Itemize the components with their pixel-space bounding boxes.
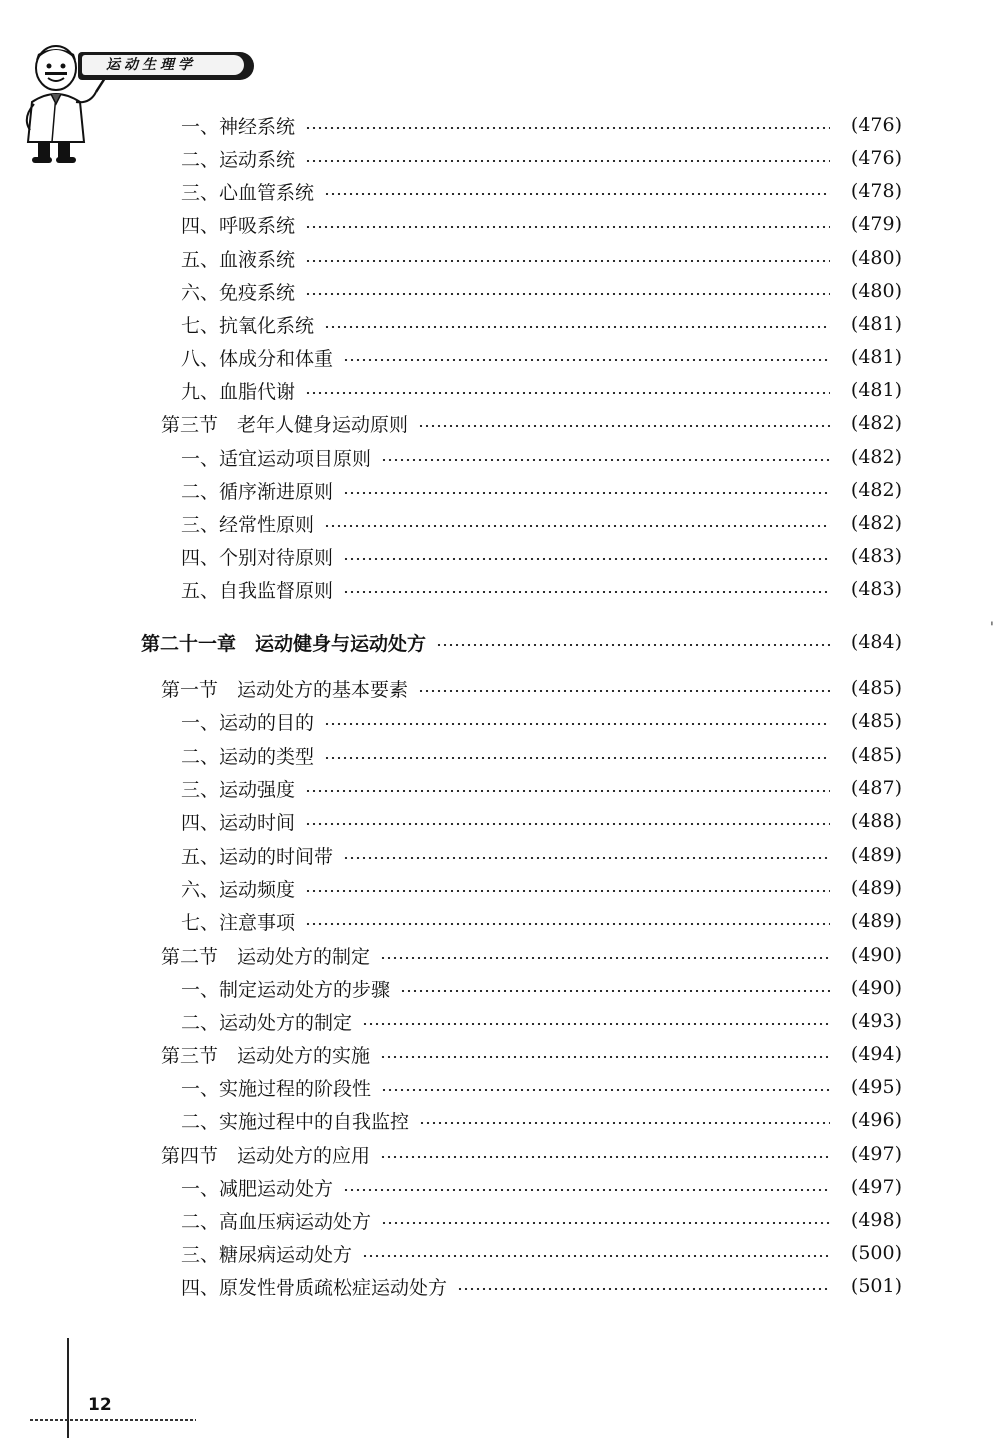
toc-page-number: (482) [850, 446, 902, 468]
toc-item-entry [181, 1072, 902, 1102]
toc-item-entry [181, 475, 902, 505]
toc-page-number: (476) [850, 147, 902, 169]
toc-page-number: (482) [850, 512, 902, 534]
toc-entry-title: 一、运动的目的 [181, 711, 315, 734]
toc-page-number: (490) [850, 977, 902, 999]
toc-chapter-entry [141, 627, 902, 657]
toc-section-entry [161, 673, 902, 703]
toc-dot-leader [362, 1255, 830, 1257]
toc-dot-leader [457, 1288, 830, 1290]
toc-item-entry [181, 906, 902, 936]
toc-entry-title: 一、制定运动处方的步骤 [181, 978, 391, 1001]
toc-page-number: (498) [850, 1209, 902, 1231]
toc-page-number: (497) [850, 1143, 902, 1165]
toc-dot-leader [343, 857, 830, 859]
toc-page-number: (487) [850, 777, 902, 799]
toc-dot-leader [419, 1122, 830, 1124]
toc-entry-title: 二、运动的类型 [181, 745, 315, 768]
toc-dot-leader [305, 823, 830, 825]
toc-item-entry [181, 740, 902, 770]
toc-dot-leader [305, 890, 830, 892]
toc-entry-title: 一、实施过程的阶段性 [181, 1077, 372, 1100]
toc-entry-title: 二、循序渐进原则 [181, 480, 334, 503]
toc-dot-leader [400, 990, 830, 992]
toc-dot-leader [343, 591, 830, 593]
toc-entry-title: 三、糖尿病运动处方 [181, 1243, 353, 1266]
stray-mark: ' [990, 620, 994, 636]
toc-page-number: (476) [850, 114, 902, 136]
toc-dot-leader [305, 392, 830, 394]
toc-page-number: (482) [850, 479, 902, 501]
toc-entry-title: 四、个别对待原则 [181, 546, 334, 569]
toc-dot-leader [381, 459, 830, 461]
toc-page-number: (478) [850, 180, 902, 202]
toc-page-number: (480) [850, 247, 902, 269]
toc-item-entry [181, 806, 902, 836]
toc-page-number: (483) [850, 578, 902, 600]
toc-dot-leader [324, 757, 830, 759]
toc-item-entry [181, 973, 902, 1003]
toc-page-number: (485) [850, 677, 902, 699]
toc-dot-leader [362, 1023, 830, 1025]
toc-dot-leader [305, 127, 830, 129]
toc-page-number: (489) [850, 877, 902, 899]
toc-entry-title: 第三节 老年人健身运动原则 [161, 413, 409, 436]
toc-page-number: (481) [850, 346, 902, 368]
toc-dot-leader [380, 1056, 830, 1058]
footer-rule-horizontal [30, 1419, 196, 1421]
toc-dot-leader [343, 359, 830, 361]
toc-page-number: (489) [850, 844, 902, 866]
toc-page-number: (489) [850, 910, 902, 932]
toc-entry-title: 第三节 运动处方的实施 [161, 1044, 371, 1067]
toc-dot-leader [381, 1222, 830, 1224]
toc-entry-title: 六、免疫系统 [181, 281, 296, 304]
toc-entry-title: 一、神经系统 [181, 115, 296, 138]
toc-entry-title: 五、血液系统 [181, 248, 296, 271]
toc-page-number: (501) [850, 1275, 902, 1297]
toc-entry-title: 五、运动的时间带 [181, 845, 334, 868]
toc-item-entry [181, 1105, 902, 1135]
toc-entry-title: 三、心血管系统 [181, 181, 315, 204]
toc-item-entry [181, 176, 902, 206]
toc-entry-title: 四、原发性骨质疏松症运动处方 [181, 1276, 448, 1299]
toc-page-number: (495) [850, 1076, 902, 1098]
toc-entry-title: 七、注意事项 [181, 911, 296, 934]
toc-item-entry [181, 1205, 902, 1235]
toc-dot-leader [305, 293, 830, 295]
toc-entry-title: 一、适宜运动项目原则 [181, 447, 372, 470]
toc-item-entry [181, 110, 902, 140]
footer-rule-vertical [67, 1338, 69, 1438]
toc-entry-title: 四、运动时间 [181, 811, 296, 834]
toc-dot-leader [305, 790, 830, 792]
toc-dot-leader [343, 558, 830, 560]
toc-dot-leader [324, 525, 830, 527]
toc-entry-title: 四、呼吸系统 [181, 214, 296, 237]
toc-dot-leader [343, 1189, 830, 1191]
toc-item-entry [181, 773, 902, 803]
toc-item-entry [181, 541, 902, 571]
toc-section-entry [161, 940, 902, 970]
toc-entry-title: 五、自我监督原则 [181, 579, 334, 602]
toc-dot-leader [305, 226, 830, 228]
toc-page-number: (483) [850, 545, 902, 567]
toc-entry-title: 一、减肥运动处方 [181, 1177, 334, 1200]
toc-item-entry [181, 873, 902, 903]
toc-entry-title: 第二十一章 运动健身与运动处方 [141, 632, 427, 655]
toc-entry-title: 第四节 运动处方的应用 [161, 1144, 371, 1167]
toc-page-number: (482) [850, 412, 902, 434]
toc-item-entry [181, 309, 902, 339]
toc-dot-leader [380, 957, 830, 959]
toc-entry-title: 二、高血压病运动处方 [181, 1210, 372, 1233]
toc-item-entry [181, 143, 902, 173]
toc-page-number: (488) [850, 810, 902, 832]
toc-dot-leader [324, 723, 830, 725]
toc-dot-leader [436, 644, 830, 646]
toc-dot-leader [305, 260, 830, 262]
toc-page-number: (500) [850, 1242, 902, 1264]
toc-page-number: (479) [850, 213, 902, 235]
toc-item-entry [181, 840, 902, 870]
toc-section-entry [161, 1039, 902, 1069]
toc-entry-title: 二、运动系统 [181, 148, 296, 171]
toc-page-number: (493) [850, 1010, 902, 1032]
toc-entry-title: 第一节 运动处方的基本要素 [161, 678, 409, 701]
toc-page-number: (485) [850, 710, 902, 732]
toc-page-number: (497) [850, 1176, 902, 1198]
header-title: 运动生理学 [82, 55, 244, 75]
toc-item-entry [181, 1238, 902, 1268]
toc-entry-title: 二、实施过程中的自我监控 [181, 1110, 410, 1133]
toc-page-number: (496) [850, 1109, 902, 1131]
toc-item-entry [181, 574, 902, 604]
toc-dot-leader [305, 160, 830, 162]
toc-item-entry [181, 706, 902, 736]
toc-item-entry [181, 276, 902, 306]
toc-entry-title: 九、血脂代谢 [181, 380, 296, 403]
toc-dot-leader [381, 1089, 830, 1091]
toc-item-entry [181, 442, 902, 472]
page-number: 12 [88, 1395, 112, 1415]
toc-dot-leader [305, 923, 830, 925]
toc-item-entry [181, 209, 902, 239]
toc-page-number: (485) [850, 744, 902, 766]
toc-dot-leader [418, 690, 830, 692]
toc-page-number: (481) [850, 313, 902, 335]
toc-entry-title: 六、运动频度 [181, 878, 296, 901]
toc-entry-title: 第二节 运动处方的制定 [161, 945, 371, 968]
toc-item-entry [181, 342, 902, 372]
toc-page-number: (494) [850, 1043, 902, 1065]
toc-item-entry [181, 1172, 902, 1202]
toc-item-entry [181, 1271, 902, 1301]
toc-item-entry [181, 375, 902, 405]
toc-dot-leader [324, 326, 830, 328]
toc-dot-leader [324, 193, 830, 195]
toc-entry-title: 七、抗氧化系统 [181, 314, 315, 337]
toc-dot-leader [380, 1156, 830, 1158]
toc-entry-title: 二、运动处方的制定 [181, 1011, 353, 1034]
toc-item-entry [181, 1006, 902, 1036]
toc-entry-title: 三、经常性原则 [181, 513, 315, 536]
toc-page-number: (481) [850, 379, 902, 401]
toc-item-entry [181, 243, 902, 273]
toc-page-number: (480) [850, 280, 902, 302]
toc-entry-title: 八、体成分和体重 [181, 347, 334, 370]
toc-page-number: (484) [850, 631, 902, 653]
toc-dot-leader [418, 425, 830, 427]
toc-section-entry [161, 408, 902, 438]
toc-page-number: (490) [850, 944, 902, 966]
toc-item-entry [181, 508, 902, 538]
toc-section-entry [161, 1139, 902, 1169]
toc-dot-leader [343, 492, 830, 494]
toc-entry-title: 三、运动强度 [181, 778, 296, 801]
